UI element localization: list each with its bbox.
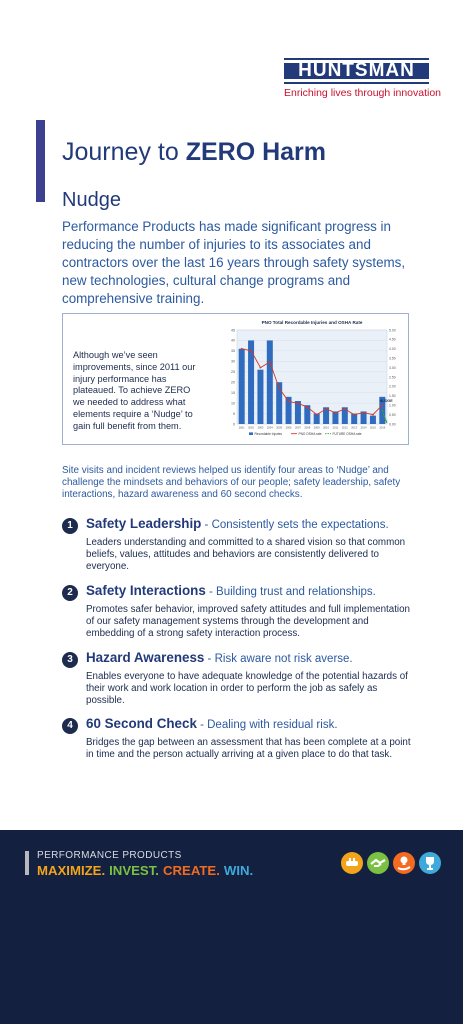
slogan-word: INVEST. [109, 863, 159, 878]
item-description: Bridges the gap between an assessment that has been complete at a point in time and the person actually arriving at a given place to do that task. [86, 737, 411, 760]
osha-rate-point [278, 387, 280, 389]
y2-tick-label: 1.00 [389, 403, 396, 408]
item-number: 1 [62, 518, 78, 534]
osha-rate-point [353, 414, 355, 416]
item-heading [86, 583, 376, 598]
x-tick-label: 2003 [257, 426, 264, 430]
y-tick-label: 25 [231, 370, 235, 375]
osha-rate-point [335, 412, 337, 414]
y-tick-label: 35 [231, 349, 235, 354]
x-tick-label: 2012 [341, 426, 348, 430]
osha-rate-point [344, 408, 346, 410]
page-title [62, 138, 326, 167]
footer-division: PERFORMANCE PRODUCTS [37, 850, 182, 861]
legend-label: PNO OSHA rate [298, 432, 322, 436]
future-rate-point [385, 419, 387, 421]
huntsman-logo [284, 58, 442, 99]
title-prefix: Journey to [62, 138, 179, 166]
bar [257, 370, 263, 424]
item-number: 4 [62, 718, 78, 734]
slogan-word: CREATE. [162, 863, 220, 878]
item-heading [86, 650, 353, 665]
y-tick-label: 40 [231, 338, 235, 343]
x-tick-label: 2013 [351, 426, 358, 430]
item-tagline: - Dealing with residual risk. [196, 719, 338, 731]
chart-panel [62, 313, 409, 445]
item-number: 3 [62, 652, 78, 668]
x-tick-label: 2001 [238, 426, 245, 430]
osha-rate-point [325, 408, 327, 410]
future-rate-point [386, 421, 388, 423]
item-title: Hazard Awareness [86, 650, 205, 665]
item-title: Safety Leadership [86, 516, 202, 531]
item-title: Safety Interactions [86, 583, 206, 598]
osha-rate-point [372, 414, 374, 416]
y2-tick-label: 3.00 [389, 365, 396, 370]
y-tick-label: 30 [231, 359, 235, 364]
y2-tick-label: 4.50 [389, 337, 396, 342]
legend-label: FUTURE OSHA rate [332, 432, 362, 436]
x-tick-label: 2005 [276, 426, 283, 430]
item-title: 60 Second Check [86, 716, 197, 731]
future-rate-point [384, 418, 386, 420]
y2-tick-label: 0.50 [389, 412, 396, 417]
brand-name: HUNTSMAN [284, 58, 429, 84]
osha-rate-point [297, 402, 299, 404]
chart-title: PNO Total Recordable Injuries and OSHA Rate [261, 320, 363, 325]
item-heading [86, 516, 389, 531]
osha-rate-point [381, 404, 383, 406]
y-tick-label: 45 [231, 328, 235, 333]
footer-slogan [37, 863, 257, 878]
osha-rate-point [306, 406, 308, 408]
lightbulb-hand-icon [393, 852, 415, 874]
bar [304, 405, 310, 424]
bar [267, 340, 273, 424]
x-tick-label: 2015 [369, 426, 376, 430]
item-heading [86, 716, 338, 731]
legend-swatch [249, 432, 253, 435]
y2-tick-label: 0.00 [389, 422, 396, 427]
brand-tagline: Enriching lives through innovation [284, 87, 442, 99]
y2-tick-label: 2.00 [389, 384, 396, 389]
item-tagline: - Consistently sets the expectations. [201, 519, 389, 531]
bar [370, 416, 376, 424]
x-tick-label: 2009 [313, 426, 320, 430]
legend-label: Recordable Injuries [254, 432, 282, 436]
y2-tick-label: 2.50 [389, 375, 396, 380]
y2-tick-label: 1.50 [389, 394, 396, 399]
footer-accent-bar [25, 851, 29, 875]
item-tagline: - Building trust and relationships. [205, 586, 376, 598]
y2-tick-label: 3.50 [389, 356, 396, 361]
footer-band [0, 830, 463, 1024]
y2-tick-label: 4.00 [389, 347, 396, 352]
bar [248, 340, 254, 424]
y-tick-label: 15 [231, 390, 235, 395]
footer-icons [341, 852, 441, 876]
osha-rate-point [260, 367, 262, 369]
y-tick-label: 0 [233, 422, 235, 427]
bar [239, 349, 245, 424]
item-tagline: - Risk aware not risk averse. [204, 653, 353, 665]
osha-rate-point [316, 414, 318, 416]
x-tick-label: 2011 [332, 426, 339, 430]
future-rate-point [383, 416, 385, 418]
trophy-icon [419, 852, 441, 874]
x-tick-label: 2014 [360, 426, 367, 430]
chart-note: Although we’ve seen improvements, since 2011 our injury performance has plateaued. To achieve ZERO we needed to address what elements require a ‘Nudge’ to gain full benefit from them. [73, 350, 196, 431]
injury-chart [223, 316, 405, 442]
lead-paragraph: Site visits and incident reviews helped us identify four areas to ‘Nudge’ and challenge the mindsets and behaviors of our people; safety leadership, safety interactions, hazard awareness and 60 second checks. [62, 465, 401, 501]
title-emphasis: ZERO Harm [185, 138, 327, 166]
x-tick-label: 2006 [285, 426, 292, 430]
item-description: Leaders understanding and committed to a shared vision so that common beliefs, values, attitudes and behaviors are consistently delivered to everyone. [86, 537, 406, 572]
y-tick-label: 10 [231, 401, 235, 406]
osha-rate-point [250, 350, 252, 352]
slogan-word: MAXIMIZE. [37, 863, 106, 878]
x-tick-label: 2010 [323, 426, 330, 430]
y2-tick-label: 5.00 [389, 328, 396, 333]
hands-icon [341, 852, 363, 874]
osha-rate-point [269, 361, 271, 363]
osha-rate-point [363, 412, 365, 414]
title-accent-bar [36, 120, 45, 202]
osha-rate-point [288, 401, 290, 403]
x-tick-label: 2008 [304, 426, 311, 430]
future-rate-point [383, 414, 385, 416]
x-tick-label: 2002 [248, 426, 255, 430]
x-tick-label: 2004 [266, 426, 273, 430]
section-subtitle: Nudge [62, 189, 121, 211]
item-description: Enables everyone to have adequate knowledge of the potential hazards of their work and work location in order to perform the job as safely as possible. [86, 671, 408, 706]
item-number: 2 [62, 585, 78, 601]
handshake-icon [367, 852, 389, 874]
future-rate-point [382, 410, 384, 412]
intro-paragraph: Performance Products has made significant progress in reducing the number of injuries to its associates and contractors over the last 16 years through safety systems, new technologies, cultural change programs and comprehensive training. [62, 219, 406, 306]
nudge-annotation: NUDGE [379, 399, 393, 404]
osha-rate-point [241, 348, 243, 350]
x-tick-label: 2016 [379, 426, 386, 430]
slogan-word: WIN. [223, 863, 254, 878]
x-tick-label: 2007 [294, 426, 301, 430]
y-tick-label: 5 [233, 411, 235, 416]
y-tick-label: 20 [231, 380, 235, 385]
item-description: Promotes safer behavior, improved safety attitudes and full implementation of our safety management systems through the development and embedding of a strong safety interaction process. [86, 604, 411, 639]
